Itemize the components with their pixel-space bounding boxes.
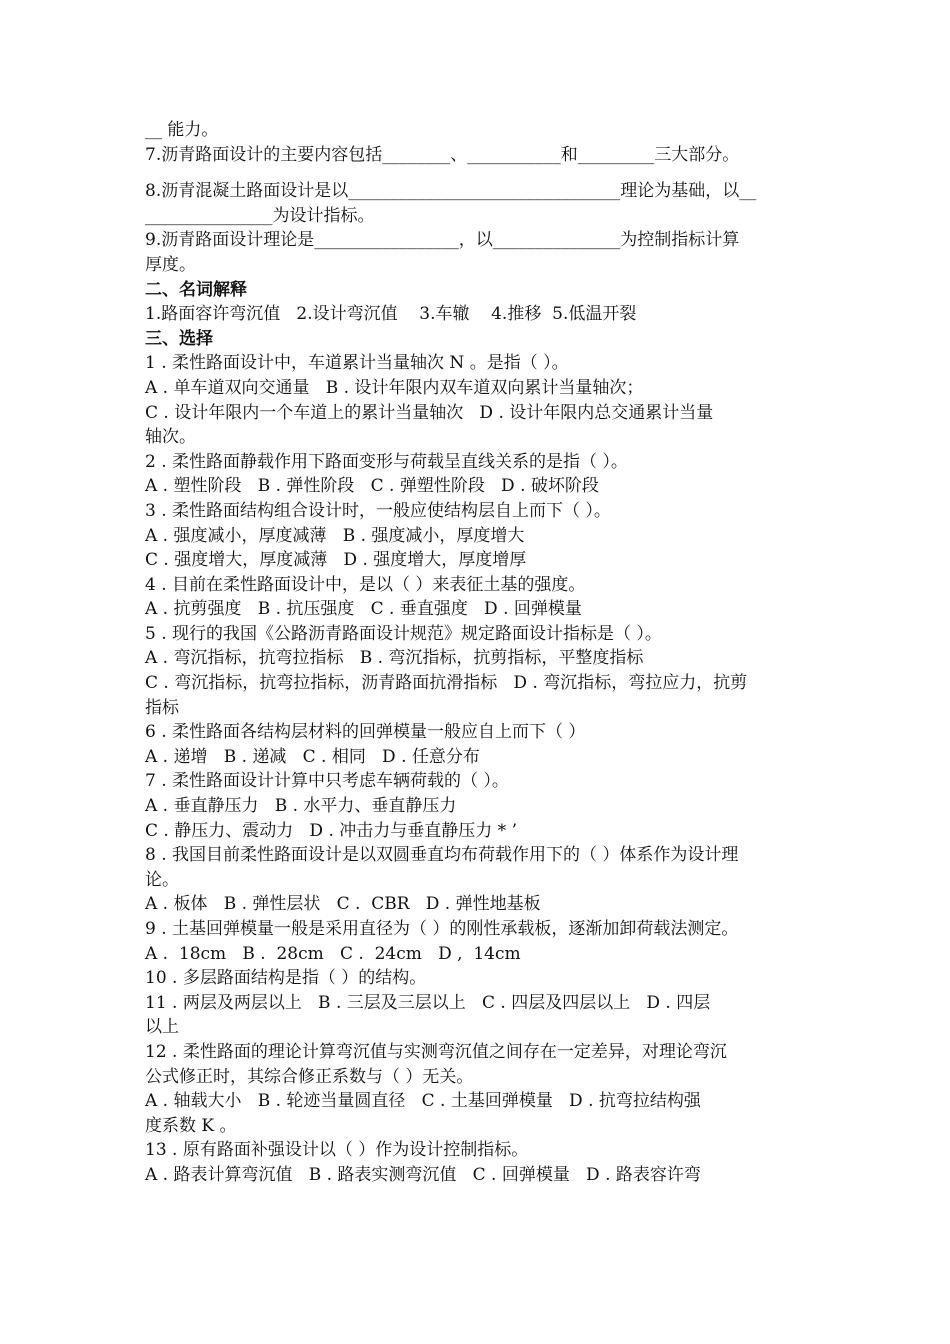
question-8: 8.沥青混凝土路面设计是以________________________________理论为基础，以__ bbox=[145, 181, 757, 202]
question-8-cont: _______________为设计指标。 bbox=[145, 205, 375, 226]
choice-line: A . 塑性阶段 B . 弹性阶段 C . 弹塑性阶段 D . 破坏阶段 bbox=[145, 476, 599, 497]
choice-line: 以上 bbox=[145, 1017, 179, 1038]
choice-line: C . 静压力、震动力 D . 冲击力与垂直静压力 * ’ bbox=[145, 820, 517, 841]
choice-line: 指标 bbox=[145, 697, 179, 718]
choice-line: 5 . 现行的我国《公路沥青路面设计规范》规定路面设计指标是（ ）。 bbox=[145, 623, 662, 644]
choice-line: 4 . 目前在柔性路面设计中，是以（ ）来表征土基的强度。 bbox=[145, 574, 586, 595]
choice-line: A . 18cm B . 28cm C . 24cm D , 14cm bbox=[145, 943, 521, 964]
question-9-cont: 厚度。 bbox=[145, 254, 196, 275]
choice-line: A . 抗剪强度 B . 抗压强度 C . 垂直强度 D . 回弹模量 bbox=[145, 599, 582, 620]
choice-line: A . 强度减小，厚度减薄 B . 强度减小，厚度增大 bbox=[145, 525, 525, 546]
choice-line: 论。 bbox=[145, 869, 179, 890]
choice-questions bbox=[145, 351, 810, 1187]
choice-line: 6 . 柔性路面各结构层材料的回弹模量一般应自上而下（ ） bbox=[145, 722, 586, 743]
question-9: 9.沥青路面设计理论是_________________，以_______________为控制指标计算 bbox=[145, 230, 740, 251]
section-heading-choice: 三、选择 bbox=[145, 328, 213, 349]
terms-list: 1.路面容许弯沉值 2.设计弯沉值 3.车辙 4.推移 5.低温开裂 bbox=[145, 304, 637, 325]
text-line: __ 能力。 bbox=[145, 120, 219, 140]
question-7: 7.沥青路面设计的主要内容包括________、___________和_________三大部分。 bbox=[145, 144, 740, 165]
choice-line: A . 弯沉指标，抗弯拉指标 B . 弯沉指标，抗剪指标，平整度指标 bbox=[145, 648, 644, 669]
choice-line: 7 . 柔性路面设计计算中只考虑车辆荷载的（ ）。 bbox=[145, 771, 509, 792]
choice-line: 8 . 我国目前柔性路面设计是以双圆垂直均布荷载作用下的（ ）体系作为设计理 bbox=[145, 845, 739, 866]
spacer bbox=[145, 167, 810, 179]
choice-line: A . 轴载大小 B . 轮迹当量圆直径 C . 土基回弹模量 D . 抗弯拉结构强 bbox=[145, 1091, 701, 1112]
choice-line: 3 . 柔性路面结构组合设计时，一般应使结构层自上而下（ ）。 bbox=[145, 500, 611, 521]
document-body bbox=[145, 118, 810, 1188]
choice-line: 9 . 土基回弹模量一般是采用直径为（ ）的刚性承载板，逐渐加卸荷载法测定。 bbox=[145, 919, 739, 939]
choice-line: C . 设计年限内一个车道上的累计当量轴次 D . 设计年限内总交通累计当量 bbox=[145, 402, 714, 423]
choice-line: A . 板体 B . 弹性层状 C . CBR D . 弹性地基板 bbox=[145, 894, 541, 915]
choice-line: 13 . 原有路面补强设计以（ ）作为设计控制指标。 bbox=[145, 1140, 529, 1161]
choice-line: 1 . 柔性路面设计中，车道累计当量轴次 N 。是指（ ）。 bbox=[145, 353, 569, 374]
choice-line: 10 . 多层路面结构是指（ ）的结构。 bbox=[145, 968, 427, 989]
choice-line: A . 单车道双向交通量 B . 设计年限内双车道双向累计当量轴次； bbox=[145, 377, 644, 398]
choice-line: 12 . 柔性路面的理论计算弯沉值与实测弯沉值之间存在一定差异，对理论弯沉 bbox=[145, 1041, 727, 1062]
choice-line: A . 路表计算弯沉值 B . 路表实测弯沉值 C . 回弹模量 D . 路表容许弯 bbox=[145, 1164, 701, 1185]
choice-line: 11 . 两层及两层以上 B . 三层及三层以上 C . 四层及四层以上 D . 四层 bbox=[145, 992, 711, 1013]
choice-line: 度系数 K 。 bbox=[145, 1115, 237, 1136]
choice-line: A . 递增 B . 递减 C . 相同 D . 任意分布 bbox=[145, 746, 480, 767]
choice-line: 轴次。 bbox=[145, 427, 196, 448]
section-heading-terms: 二、名词解释 bbox=[145, 279, 247, 300]
choice-line: 2 . 柔性路面静载作用下路面变形与荷载呈直线关系的是指（ ）。 bbox=[145, 451, 628, 472]
choice-line: A . 垂直静压力 B . 水平力、垂直静压力 bbox=[145, 796, 457, 817]
choice-line: C . 弯沉指标，抗弯拉指标，沥青路面抗滑指标 D . 弯沉指标，弯拉应力，抗剪 bbox=[145, 673, 748, 694]
choice-line: 公式修正时，其综合修正系数与（ ）无关。 bbox=[145, 1066, 474, 1087]
choice-line: C . 强度增大，厚度减薄 D . 强度增大，厚度增厚 bbox=[145, 550, 527, 571]
